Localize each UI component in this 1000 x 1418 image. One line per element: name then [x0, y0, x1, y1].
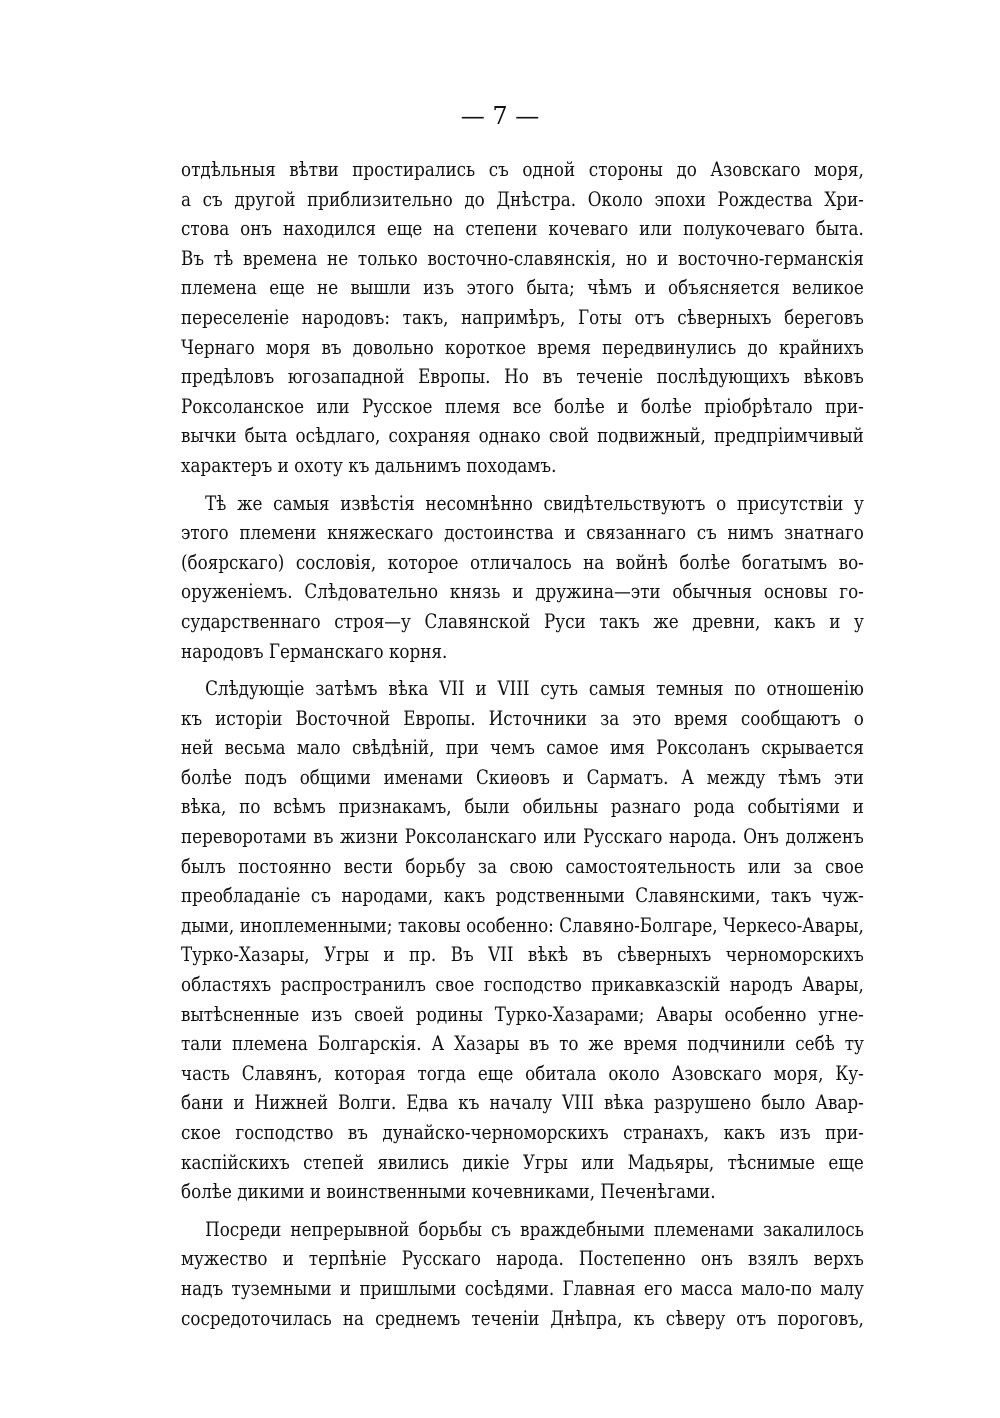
text-line: мужество и терпѣніе Русскаго народа. Постепенно онъ взялъ верхъ	[181, 1247, 864, 1271]
text-line: Турко-Хазары, Угры и пр. Въ VII вѣкѣ въ сѣверныхъ черноморскихъ	[181, 943, 864, 967]
text-line: каспійскихъ степей явились дикіе Угры или Мадьяры, тѣснимые еще	[181, 1150, 864, 1174]
text-line: оруженіемъ. Слѣдовательно князь и дружина—эти обычныя основы го-	[181, 580, 864, 604]
body-text	[181, 155, 864, 1333]
text-line: предѣловъ югозападной Европы. Но въ теченіе послѣдующихъ вѣковъ	[181, 365, 864, 389]
text-line: бани и Нижней Волги. Едва къ началу VIII вѣка разрушено было Авар-	[181, 1091, 864, 1115]
text-line: этого племени княжескаго достоинства и связаннаго съ нимъ знатнаго	[181, 521, 864, 545]
text-line: переселеніе народовъ: такъ, напримѣръ, Готы отъ сѣверныхъ береговъ	[181, 305, 864, 329]
text-line: преобладаніе съ народами, какъ родственными Славянскими, такъ чуж-	[181, 884, 864, 908]
text-line: переворотами въ жизни Роксоланскаго или Русскаго народа. Онъ долженъ	[181, 825, 864, 849]
text-line: Роксоланское или Русское племя все болѣе и болѣе пріобрѣтало при-	[181, 394, 864, 418]
text-line: надъ туземными и пришлыми сосѣдями. Главная его масса мало-по малу	[181, 1276, 864, 1300]
text-line: областяхъ распространилъ свое господство прикавказскій народъ Авары,	[181, 973, 864, 997]
text-line: дыми, иноплеменными; таковы особенно: Славяно-Болгаре, Черкесо-Авары,	[181, 913, 864, 937]
page-number: — 7 —	[460, 102, 540, 130]
text-line: ней весьма мало свѣдѣній, при чемъ самое имя Роксоланъ скрывается	[181, 736, 864, 760]
text-line: Въ тѣ времена не только восточно-славянскія, но и восточно-германскія	[181, 246, 864, 270]
text-line: Чернаго моря въ довольно короткое время передвинулись до крайнихъ	[181, 335, 864, 359]
text-line: отдѣльныя вѣтви простирались съ одной стороны до Азовскаго моря,	[181, 158, 864, 181]
text-line: вытѣсненные изъ своей родины Турко-Хазарами; Авары особенно угне-	[181, 1002, 864, 1026]
text-line: сударственнаго строя—у Славянской Руси такъ же древни, какъ и у	[181, 609, 864, 633]
text-line: ское господство въ дунайско-черноморскихъ странахъ, какъ изъ при-	[181, 1121, 864, 1144]
text-line: сосредоточилась на среднемъ теченіи Днѣпра, къ сѣверу отъ пороговъ,	[181, 1306, 864, 1330]
text-line: болѣе дикими и воинственными кочевниками, Печенѣгами.	[181, 1180, 716, 1204]
text-line: народовъ Германскаго корня.	[181, 639, 448, 663]
text-line: былъ постоянно вести борьбу за свою самостоятельность или за свое	[181, 854, 864, 878]
paragraph	[181, 155, 864, 481]
text-line: тали племена Болгарскія. А Хазары въ то же время подчинили себѣ ту	[181, 1032, 864, 1056]
text-line: племена еще не вышли изъ этого быта; чѣмъ и объясняется великое	[181, 276, 864, 300]
paragraph	[181, 1215, 864, 1333]
text-line: стова онъ находился еще на степени кочеваго или полукочеваго быта.	[181, 217, 864, 241]
text-line: Посреди непрерывной борьбы съ враждебными племенами закалилось	[205, 1217, 864, 1241]
text-line: вычки быта осѣдлаго, сохраняя однако свой подвижный, предпріимчивый	[181, 424, 864, 448]
text-line: (боярскаго) сословія, которое отличалось на войнѣ болѣе богатымъ во-	[181, 550, 864, 574]
text-line: Тѣ же самыя извѣстія несомнѣнно свидѣтельствуютъ о присутствіи у	[205, 491, 864, 515]
text-line: часть Славянъ, которая тогда еще обитала около Азовскаго моря, Ку-	[181, 1061, 864, 1085]
text-line: характеръ и охоту къ дальнимъ походамъ.	[181, 453, 557, 477]
text-line: Слѣдующіе затѣмъ вѣка VII и VIII суть самыя темныя по отношенію	[205, 677, 864, 701]
paragraph	[181, 489, 864, 667]
text-line: а съ другой приблизительно до Днѣстра. Около эпохи Рождества Хри-	[181, 187, 864, 211]
text-line: болѣе подъ общими именами Скиѳовъ и Сарматъ. А между тѣмъ эти	[181, 765, 864, 789]
text-line: вѣка, по всѣмъ признакамъ, были обильны разнаго рода событіями и	[181, 795, 864, 819]
text-line: къ исторіи Восточной Европы. Источники за это время сообщаютъ о	[181, 706, 864, 730]
paragraph	[181, 674, 864, 1207]
